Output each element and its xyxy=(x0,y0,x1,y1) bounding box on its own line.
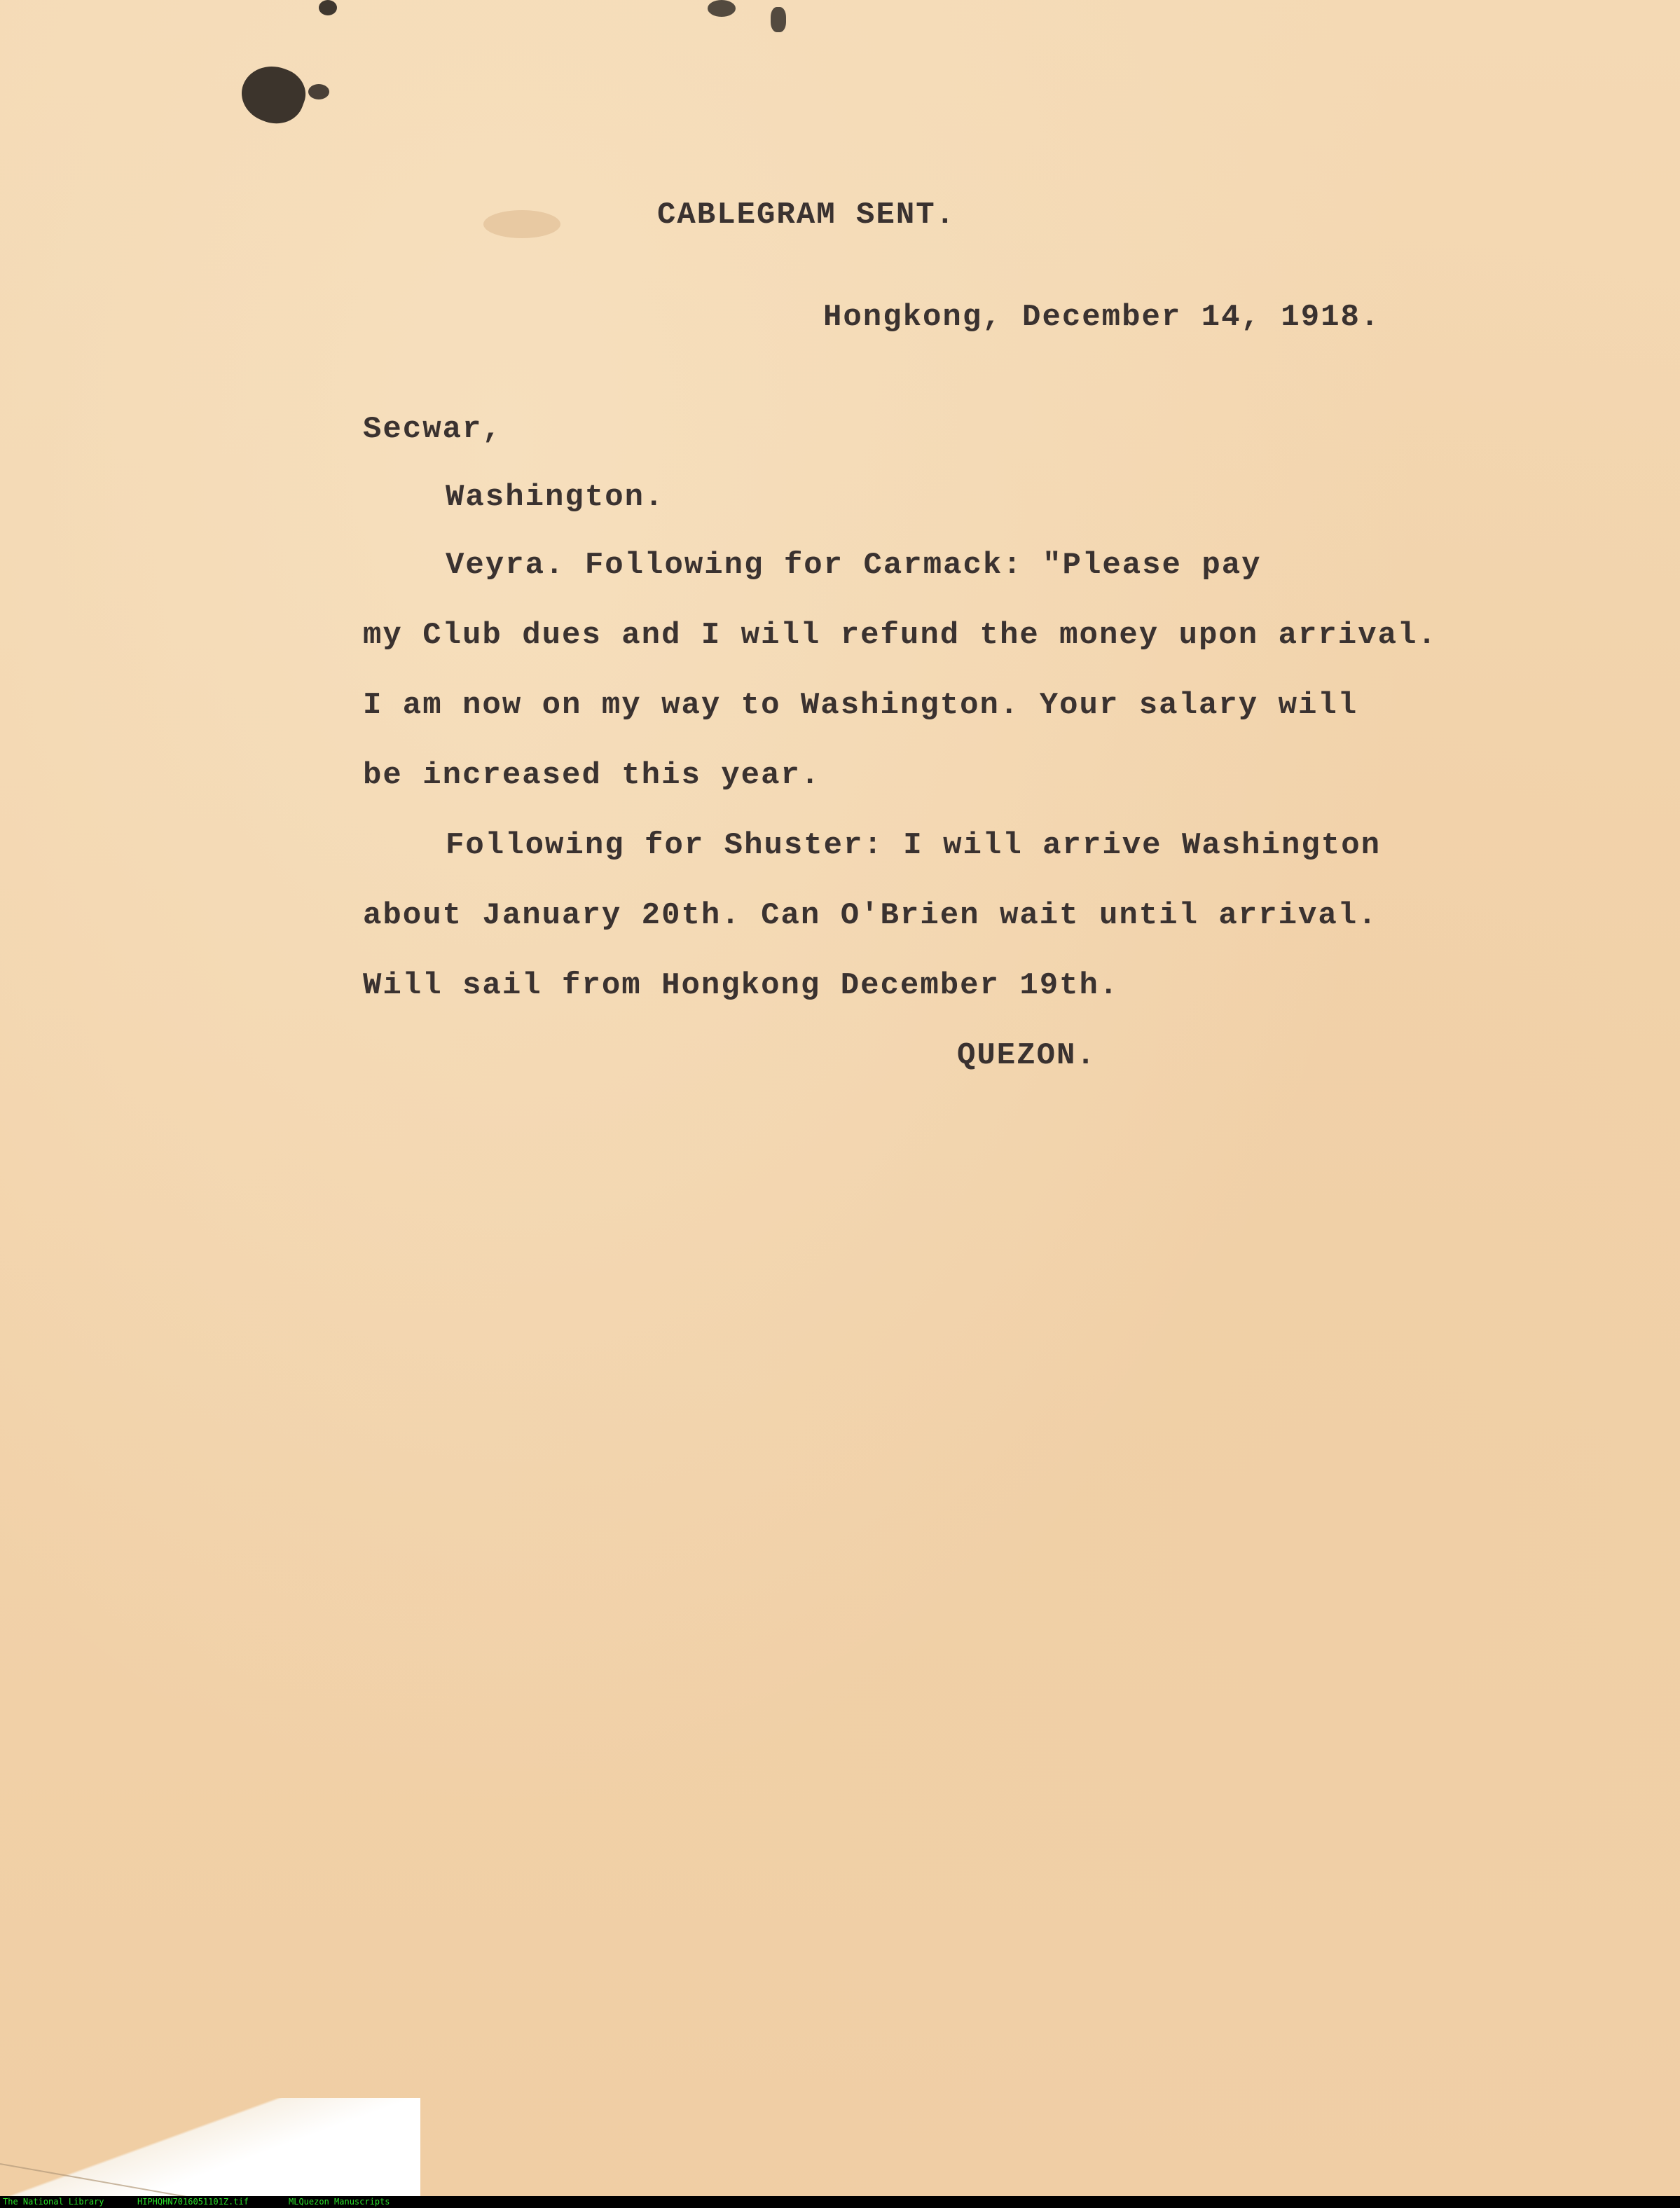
dateline: Hongkong, December 14, 1918. xyxy=(823,300,1381,335)
recipient: Secwar, xyxy=(363,412,502,447)
footer-library: The National Library xyxy=(3,2197,104,2207)
ink-spot xyxy=(319,0,337,15)
footer-collection: MLQuezon Manuscripts xyxy=(289,2197,390,2207)
body-line: Veyra. Following for Carmack: "Please pay xyxy=(446,548,1262,583)
body-line: about January 20th. Can O'Brien wait until arrival. xyxy=(363,898,1378,933)
recipient-location: Washington. xyxy=(446,480,665,515)
document-title: CABLEGRAM SENT. xyxy=(657,198,956,233)
body-line: Following for Shuster: I will arrive Washington xyxy=(446,828,1382,863)
footer-file-id: HIPHQHN7016051101Z.tif xyxy=(137,2197,249,2207)
ink-blot xyxy=(234,57,312,132)
body-line: I am now on my way to Washington. Your salary will xyxy=(363,688,1358,723)
signature: QUEZON. xyxy=(957,1038,1096,1073)
ink-spot xyxy=(708,0,736,17)
paper-stain xyxy=(483,210,560,238)
body-line: Will sail from Hongkong December 19th. xyxy=(363,968,1120,1003)
body-line: my Club dues and I will refund the money upon arrival. xyxy=(363,618,1438,653)
ink-spot xyxy=(771,7,786,32)
paper-curl xyxy=(0,2098,420,2196)
ink-spot xyxy=(308,84,329,99)
body-line: be increased this year. xyxy=(363,758,821,793)
scan-footer xyxy=(0,2196,1680,2208)
